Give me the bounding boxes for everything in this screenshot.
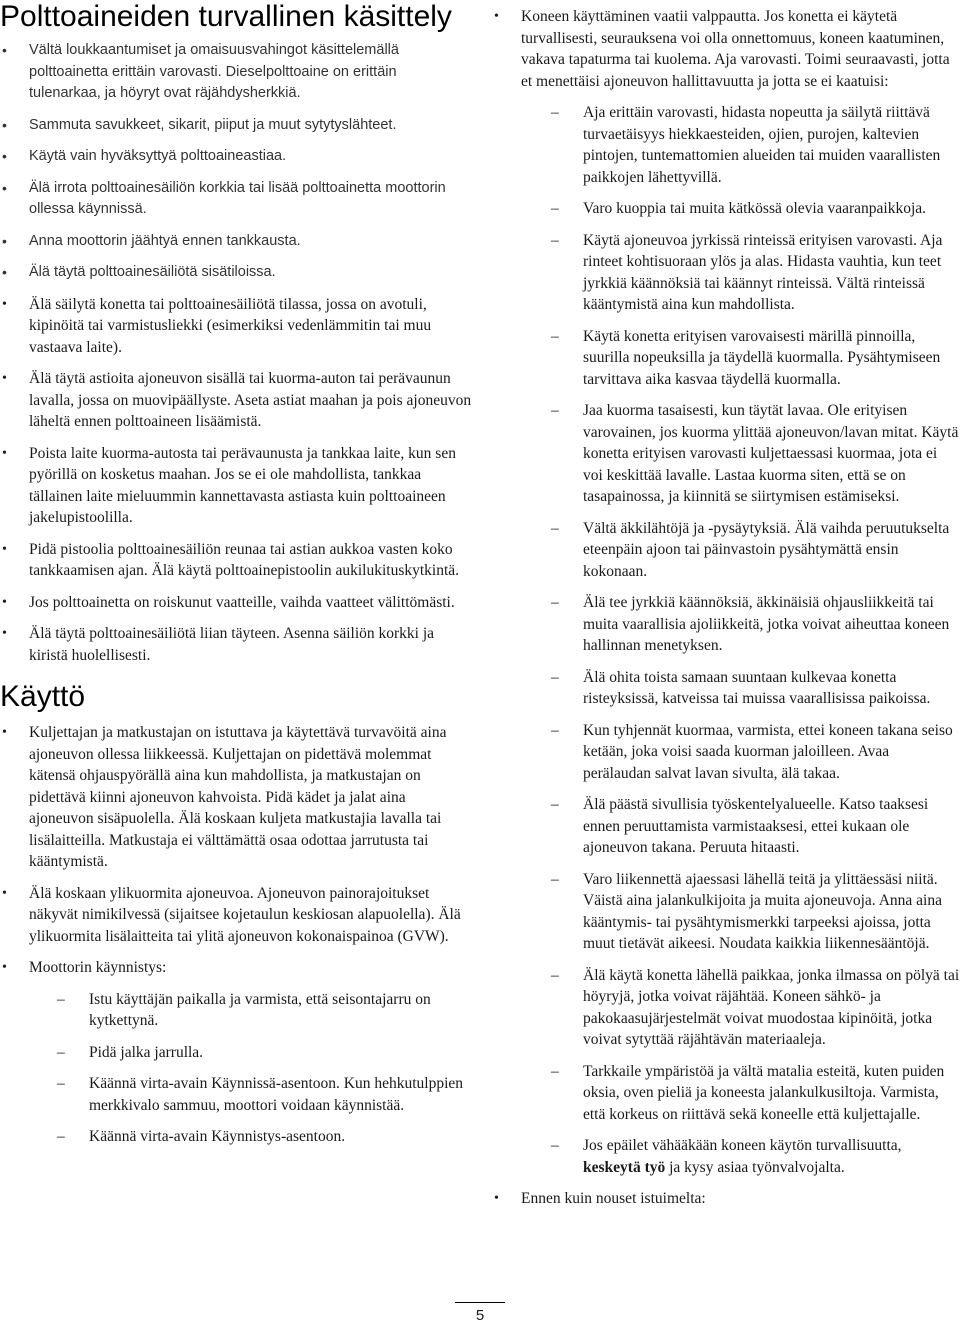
safe-operation-step: – Vältä äkkilähtöjä ja -pysäytyksiä. Älä vaihda peruutukselta eteenpäin ajoon tai päinvastoin pysähtymättä ensin kokonaan. [521,518,960,583]
page-number: 5 [455,1302,505,1324]
fuel-safety-heading: Polttoaineiden turvallinen käsittely [0,0,452,33]
engine-start-step: – Käännä virta-avain Käynnissä-asentoon. Kun hehkutulppien merkkivalo sammuu, moottori voidaan käynnistää. [29,1073,472,1116]
right-column [492,0,960,1220]
safe-operation-step: – Älä päästä sivullisia työskentelyalueelle. Katso taaksesi ennen peruuttamista varmistaaksesi, ettei kukaan ole ajoneuvon takana. Peruuta hitaasti. [521,794,960,859]
fuel-item: • Pidä pistoolia polttoainesäiliön reunaa tai astian aukkoa vasten koko tankkaamisen ajan. Älä käytä polttoainepistoolin aukilukituskytkintä. [0,539,472,582]
safe-operation-step: – Varo liikennettä ajaessasi lähellä teitä ja ylittäessäsi niitä. Väistä aina jalankulkijoita ja muita ajoneuvoja. Anna aina kääntymis- tai pysähtymismerkki tarpeeksi ajoissa, jotta muut tietävät aikeesi. Noudata kaikkia liikennesääntöjä. [521,869,960,955]
fuel-item: • Käytä vain hyväksyttyä polttoaineastiaa. [0,146,472,168]
safe-operation-step: – Varo kuoppia tai muita kätkössä olevia vaaranpaikkoja. [521,198,960,220]
fuel-item: • Vältä loukkaantumiset ja omaisuusvahingot käsittelemällä polttoainetta erittäin varovasti. Dieselpolttoaine on erittäin tulenarkaa, ja höyryt ovat räjähdysherkkiä. [0,40,472,105]
engine-start-steps [29,989,472,1148]
operation-list-continued [492,6,960,1210]
fuel-safety-list [0,40,472,666]
safe-operation-step: – Kun tyhjennät kuormaa, varmista, ettei koneen takana seiso ketään, joka voisi saada kuorman jaloilleen. Avaa perälaudan salvat lavan sivulta, älä takaa. [521,720,960,785]
safe-operation-step: – Käytä ajoneuvoa jyrkissä rinteissä erityisen varovasti. Aja rinteet kohtisuoraan ylös ja alas. Hidasta vauhtia, kun teet jyrkkiä käännöksiä tai käännyt rinteissä. Vältä rinteissä kääntymistä aina kun mahdollista. [521,230,960,316]
safe-operation-step: – Älä käytä konetta lähellä paikkaa, jonka ilmassa on pölyä tai höyryjä, jotka voivat räjähtää. Koneen sähkö- ja pakokaasujärjestelmät voivat muodostaa kipinöitä, jotka voivat sytyttää räjähtävän materiaaleja. [521,965,960,1051]
engine-start-item [0,957,472,1148]
fuel-item: • Älä täytä astioita ajoneuvon sisällä tai kuorma-auton tai perävaunun lavalla, jossa on muovipäällyste. Aseta astiat maahan ja pois ajoneuvon läheltä ennen polttoaineen lisäämistä. [0,368,472,433]
safe-operation-step: – Käytä konetta erityisen varovaisesti märillä pinnoilla, suurilla nopeuksilla ja täydellä kuormalla. Pysähtymiseen tarvittava aika kasvaa täydellä kuormalla. [521,326,960,391]
fuel-item: • Älä täytä polttoainesäiliötä sisätiloissa. [0,262,472,284]
safe-operation-step: – Jaa kuorma tasaisesti, kun täytät lavaa. Ole erityisen varovainen, jos kuorma ylittää ajoneuvon/lavan mitat. Käytä konetta erityisen varovasti kuljettaessasi kuormaa, jota ei voi keskittää lavalle. Lastaa kuorma siten, että se on tasapainossa, ja kiinnitä se siirtymisen estämiseksi. [521,400,960,508]
stop-work-prefix: Jos epäilet vähääkään koneen käytön turvallisuutta, [583,1137,902,1154]
fuel-item: • Sammuta savukkeet, sikarit, piiput ja muut sytytyslähteet. [0,115,472,137]
fuel-item: • Älä irrota polttoainesäiliön korkkia tai lisää polttoainetta moottorin ollessa käynnissä. [0,178,472,221]
safe-operation-step: – Älä tee jyrkkiä käännöksiä, äkkinäisiä ohjausliikkeitä tai muita vaarallisia ajoliikkeitä, jotka voivat aiheuttaa koneen hallinnan menetyksen. [521,592,960,657]
stop-work-emphasis: keskeytä työ [583,1158,666,1176]
fuel-item: • Jos polttoainetta on roiskunut vaatteille, vaihda vaatteet välittömästi. [0,592,472,614]
operation-item: • Kuljettajan ja matkustajan on istuttava ja käytettävä turvavöitä aina ajoneuvon ollessa liikkeessä. Kuljettajan on pidettävä molemmat kätensä ohjauspyörällä aina kun mahdollista, ja matkustajan on pidettävä kiinni ajoneuvon kahvoista. Pidä kädet ja jalat aina ajoneuvon sisäpuolella. Älä koskaan kuljeta matkustajia lavalla tai lisälaitteilla. Matkustaja ei välttämättä osaa odottaa jarrutusta tai kääntymistä. [0,722,472,873]
engine-start-label: Moottorin käynnistys: [29,959,167,976]
engine-start-step: – Istu käyttäjän paikalla ja varmista, että seisontajarru on kytkettynä. [29,989,472,1032]
safe-operation-step: – Älä ohita toista samaan suuntaan kulkevaa konetta risteyksissä, katveissa tai muissa vaarallisissa paikoissa. [521,667,960,710]
safe-operation-steps [521,102,960,1178]
operation-heading: Käyttö [0,680,86,713]
operation-item: • Älä koskaan ylikuormita ajoneuvoa. Ajoneuvon painorajoitukset näkyvät nimikilvessä (sijaitsee kojetaulun keskiosan alapuolella). Älä ylikuormita lisälaitteita tai ylitä ajoneuvon kokonaispainoa (GVW). [0,883,472,948]
engine-start-step: – Käännä virta-avain Käynnistys-asentoon. [29,1126,472,1148]
left-column [0,0,472,1158]
stop-work-step [521,1135,960,1178]
safe-operation-item [492,6,960,1178]
stop-work-suffix: ja kysy asiaa työnvalvojalta. [669,1158,845,1176]
safe-operation-intro: Koneen käyttäminen vaatii valppautta. Jos konetta ei käytetä turvallisesti, seurauksena voi olla onnettomuus, koneen kaatuminen, vakava tapaturma tai kuolema. Aja varovasti. Toimi seuraavasti, jotta et menettäisi ajoneuvon hallittavuutta ja jotta se ei kaatuisi: [521,8,950,90]
fuel-item: • Älä säilytä konetta tai polttoainesäiliötä tilassa, jossa on avotuli, kipinöitä tai varmistusliekki (esimerkiksi vedenlämmitin tai muu vastaava laite). [0,294,472,359]
safe-operation-step: – Aja erittäin varovasti, hidasta nopeutta ja säilytä riittävä turvaetäisyys hiekkaesteiden, ojien, purojen, kaltevien pintojen, tuntemattomien alueiden tai muiden vaarallisten paikkojen lähettyvillä. [521,102,960,188]
fuel-item: • Anna moottorin jäähtyä ennen tankkausta. [0,231,472,253]
fuel-item: • Poista laite kuorma-autosta tai perävaunusta ja tankkaa laite, kun sen pyörillä on kosketus maahan. Jos se ei ole mahdollista, tankkaa tällainen laite mieluummin kannettavasta astiasta kuin polttoaineen jakelupistoolilla. [0,443,472,529]
before-leaving-seat-item: • Ennen kuin nouset istuimelta: [492,1188,960,1210]
fuel-item: • Älä täytä polttoainesäiliötä liian täyteen. Asenna säiliön korkki ja kiristä huolellisesti. [0,623,472,666]
safe-operation-step: – Tarkkaile ympäristöä ja vältä matalia esteitä, kuten puiden oksia, oven pieliä ja koneesta jalankulkusiltoja. Varmista, että korkeus on riittävä sekä koneelle että kuljettajalle. [521,1061,960,1126]
operation-list [0,722,472,1148]
engine-start-step: – Pidä jalka jarrulla. [29,1042,472,1064]
